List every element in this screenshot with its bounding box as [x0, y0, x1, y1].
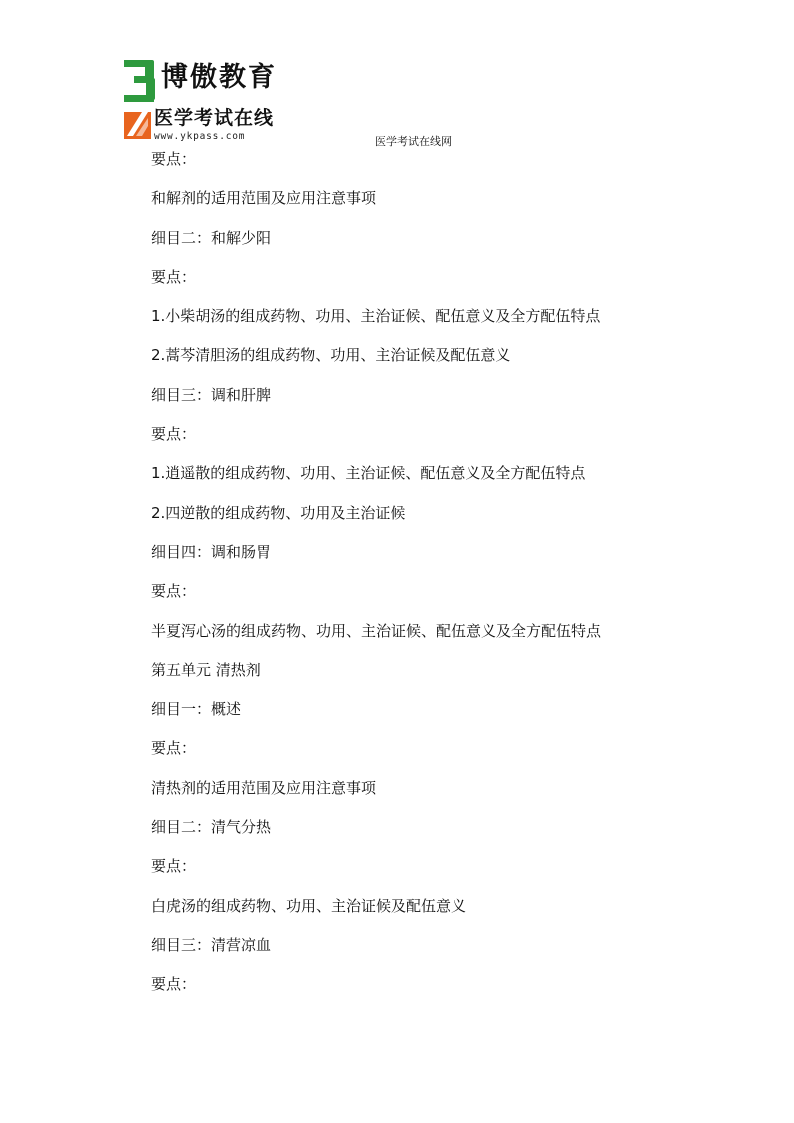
text-line: 半夏泻心汤的组成药物、功用、主治证候、配伍意义及全方配伍特点	[151, 621, 602, 640]
text-line: 2.四逆散的组成药物、功用及主治证候	[151, 503, 406, 522]
site-url: www.ykpass.com	[154, 131, 246, 142]
brand-name: 博傲教育	[161, 62, 277, 93]
text-line: 要点：	[151, 267, 197, 286]
boao-logo	[124, 60, 277, 102]
document-body	[151, 149, 711, 1014]
text-line: 细目三：调和肝脾	[151, 385, 272, 404]
text-line: 细目二：和解少阳	[151, 228, 272, 247]
section-heading: 第五单元 清热剂	[151, 660, 261, 679]
site-name: 医学考试在线	[154, 107, 275, 129]
text-line: 要点：	[151, 425, 197, 444]
text-line: 白虎汤的组成药物、功用、主治证候及配伍意义	[151, 896, 467, 915]
ykpass-emblem-icon	[124, 108, 152, 140]
text-line: 2.蒿芩清胆汤的组成药物、功用、主治证候及配伍意义	[151, 346, 511, 365]
header-site-title: 医学考试在线网	[375, 135, 452, 148]
ykpass-logo	[124, 107, 275, 148]
text-line: 细目三：清营凉血	[151, 935, 272, 954]
text-line: 1.逍遥散的组成药物、功用、主治证候、配伍意义及全方配伍特点	[151, 464, 586, 483]
page-header	[0, 0, 794, 150]
b-letter-logo-icon	[124, 60, 158, 102]
text-line: 1.小柴胡汤的组成药物、功用、主治证候、配伍意义及全方配伍特点	[151, 307, 601, 326]
text-line: 和解剂的适用范围及应用注意事项	[151, 189, 377, 208]
text-line: 要点：	[151, 857, 197, 876]
text-line: 要点：	[151, 739, 197, 758]
text-line: 细目二：清气分热	[151, 818, 272, 837]
text-line: 要点：	[151, 975, 197, 994]
text-line: 要点：	[151, 582, 197, 601]
text-line: 细目一：概述	[151, 700, 242, 719]
text-line: 清热剂的适用范围及应用注意事项	[151, 778, 377, 797]
text-line: 要点：	[151, 150, 197, 168]
text-line: 细目四：调和肠胃	[151, 542, 272, 561]
